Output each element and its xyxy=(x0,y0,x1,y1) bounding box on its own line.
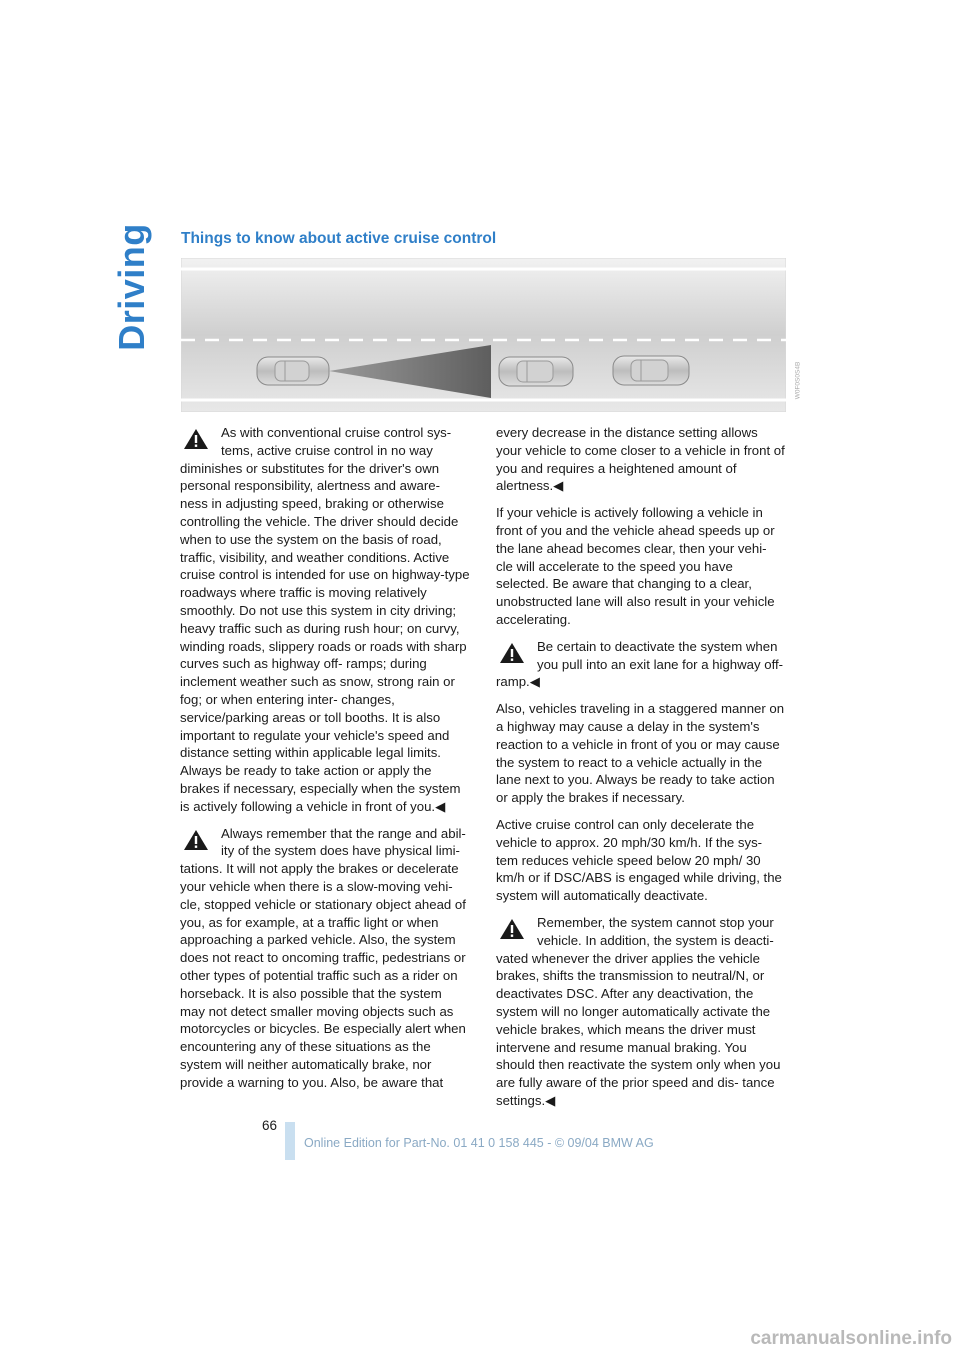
paragraph xyxy=(496,700,786,807)
paragraph-text: Also, vehicles traveling in a staggered manner on a highway may cause a delay in the system's reaction to a vehicle in front of you or may cause the system to react to a vehicle actually in the lane next to you. Always be ready to take action or apply the brakes if necessary. xyxy=(496,701,785,806)
left-column xyxy=(180,424,470,1100)
paragraph xyxy=(496,424,786,495)
vehicle-far-ahead xyxy=(613,356,689,385)
warning-triangle-icon xyxy=(183,428,209,450)
own-vehicle xyxy=(257,357,329,385)
paragraph-text: Active cruise control can only decelerate the vehicle to approx. 20 mph/30 km/h. If the sys- tem reduces vehicle speed below 20 mph/ 30 km/h or if DSC/ABS is engaged while driving, the system will automatically deactivate. xyxy=(496,816,782,904)
paragraph-text: Be certain to deactivate the system when you pull into an exit lane for a highway off- ramp.◀ xyxy=(496,638,784,690)
paragraph-text: As with conventional cruise control sys- tems, active cruise control in no way diminishes or substitutes for the driver's own personal responsibility, alertness and aware- ness in adjusting speed, braking or otherwise controlling the vehicle. The driver should decide when to use the system on the basis of road, traffic, visibility, and weather conditions. Active cruise control is intended for use on highway-type roadways where traffic is moving relatively smoothly. Do not use this system in city driving; heavy traffic such as during rush hour; on curvy, winding roads, slippery roads or roads with sharp curves such as highway off- ramps; during inclement weather such as snow, strong rain or fog; or when entering inter- changes, service/parking areas or toll booths. It is also important to regulate your vehicle's speed and distance setting within applicable legal limits. Always be ready to take action or apply the brakes if necessary, especially when the system is actively following a vehicle in front of you.◀ xyxy=(180,425,470,814)
paragraph xyxy=(496,816,786,905)
paragraph-text: every decrease in the distance setting allows your vehicle to come closer to a vehicle in front of you and requires a heightened amount of alertness.◀ xyxy=(496,425,785,494)
warning-paragraph xyxy=(496,914,786,1110)
footer-edition: Online Edition for Part-No. 01 41 0 158 445 - © 09/04 BMW AG xyxy=(304,1136,654,1150)
chapter-tab-label: Driving xyxy=(111,223,153,351)
chapter-tab xyxy=(111,223,153,351)
footer-bar xyxy=(285,1122,295,1160)
paragraph-text: Always remember that the range and abil- ity of the system does have physical limi- tations. It will not apply the brakes or decelerate your vehicle when there is a slow-moving vehi- cle, stopped vehicle or stationary object ahead of you, as for example, at a traffic light or when approaching a parked vehicle. Also, the system does not react to oncoming traffic, pedestrians or other types of potential traffic such as a rider on horseback. It is also possible that the system may not detect smaller moving objects such as motorcycles or bicycles. Be especially alert when encountering any of these situations as the system will neither automatically brake, nor provide a warning to you. Also, be aware that xyxy=(180,825,466,1090)
warning-triangle-icon xyxy=(499,918,525,940)
paragraph-text: If your vehicle is actively following a vehicle in front of you and the vehicle ahead speeds up or the lane ahead becomes clear, then your vehi- cle will accelerate to the speed you have selected. Be aware that changing to a clear, unobstructed lane will also result in your vehicle accelerating. xyxy=(496,505,775,627)
road-diagram xyxy=(181,258,786,412)
cruise-control-illustration xyxy=(181,258,786,412)
watermark: carmanualsonline.info xyxy=(750,1328,952,1349)
page-number: 66 xyxy=(262,1118,278,1133)
warning-triangle-icon xyxy=(499,642,525,664)
warning-paragraph xyxy=(496,638,786,691)
section-title: Things to know about active cruise control xyxy=(181,230,497,247)
paragraph-text: Remember, the system cannot stop your vehicle. In addition, the system is deacti- vated whenever the driver applies the vehicle brakes, shifts the transmission to neutral/N, or deactivates DSC. After any deactivation, the system will no longer automatically activate the vehicle brakes, which means the driver must intervene and resume manual braking. You should then reactivate the system only when you are fully aware of the prior speed and dis- tance settings.◀ xyxy=(496,914,781,1108)
paragraph xyxy=(496,504,786,629)
warning-paragraph xyxy=(180,825,470,1092)
warning-triangle-icon xyxy=(183,829,209,851)
warning-paragraph xyxy=(180,424,470,816)
right-column xyxy=(496,424,786,1119)
figure-code: W0F0S0S4B xyxy=(794,361,802,399)
vehicle-ahead xyxy=(499,357,573,386)
